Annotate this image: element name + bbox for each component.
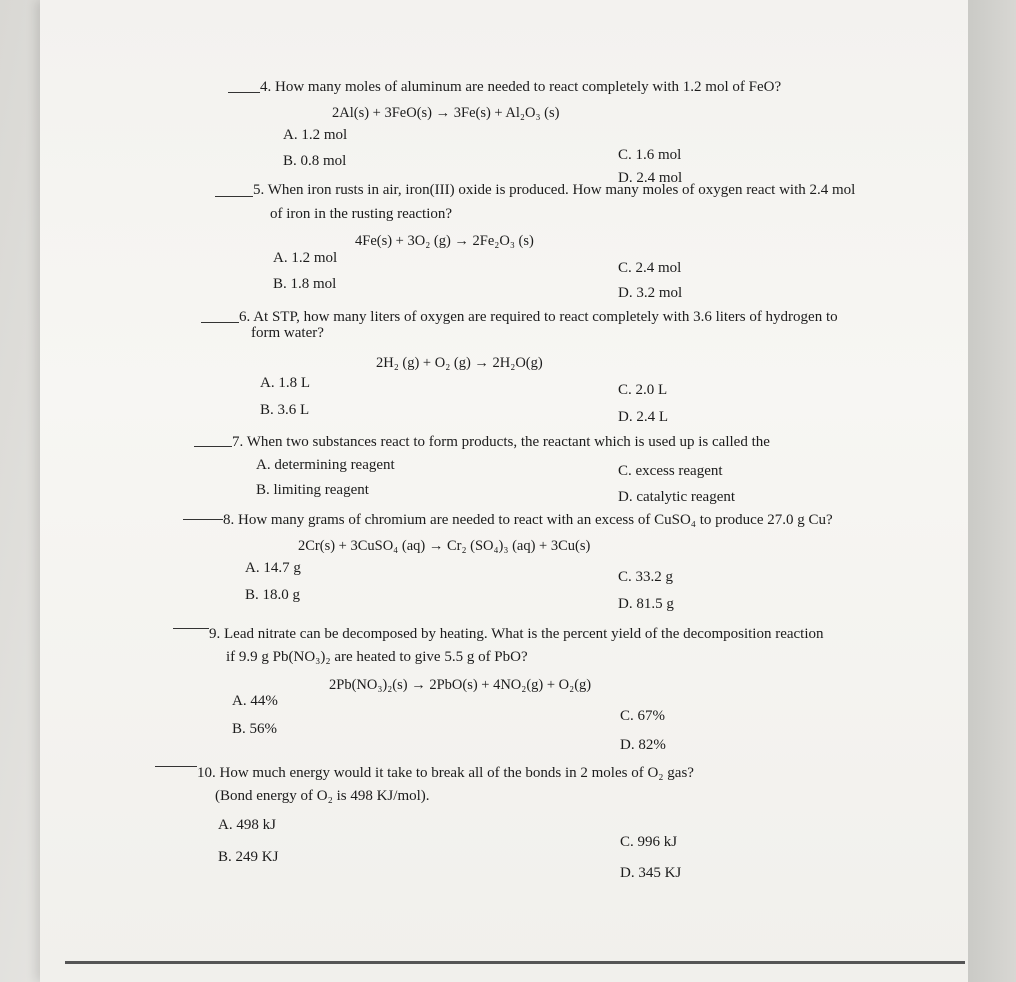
option-5c: C. 2.4 mol [618, 260, 682, 276]
option-6d: D. 2.4 L [618, 409, 668, 425]
answer-blank-5[interactable] [215, 196, 253, 197]
question-number: 8. [223, 512, 235, 528]
question-9-line2: if 9.9 g Pb(NO₃)₂ are heated to give 5.5 g of PbO? [226, 649, 528, 665]
option-7c: C. excess reagent [618, 463, 723, 479]
answer-blank-4[interactable] [228, 92, 260, 93]
question-6-line2: form water? [251, 325, 324, 341]
option-10b: B. 249 KJ [218, 849, 279, 865]
question-9 [209, 625, 824, 643]
question-text: When two substances react to form products, the reactant which is used up is called the [246, 434, 770, 450]
equation-4: 2Al(s) + 3FeO(s) → 3Fe(s) + Al₂O₃ (s) [332, 105, 560, 121]
question-text: How many grams of chromium are needed to react with an excess of CuSO₄ to produce 27.0 g Cu? [238, 512, 833, 528]
option-8a: A. 14.7 g [245, 560, 301, 576]
question-7 [232, 433, 770, 451]
option-5b: B. 1.8 mol [273, 276, 337, 292]
bottom-divider [65, 961, 965, 964]
option-4d: D. 2.4 mol [618, 170, 683, 186]
option-10a: A. 498 kJ [218, 817, 276, 833]
equation-6: 2H₂ (g) + O₂ (g) → 2H₂O(g) [376, 355, 543, 371]
equation-9: 2Pb(NO₃)₂(s) → 2PbO(s) + 4NO₂(g) + O₂(g) [329, 677, 592, 693]
option-10d: D. 345 KJ [620, 865, 682, 881]
question-text: Lead nitrate can be decomposed by heating. What is the percent yield of the decomposition reaction [224, 626, 824, 642]
option-9c: C. 67% [620, 708, 665, 724]
question-text: How much energy would it take to break all of the bonds in 2 moles of O₂ gas? [219, 765, 694, 781]
question-text: At STP, how many liters of oxygen are required to react completely with 3.6 liters of hydrogen to [253, 309, 838, 325]
option-7a: A. determining reagent [256, 457, 395, 473]
answer-blank-8[interactable] [183, 519, 223, 520]
option-9d: D. 82% [620, 737, 666, 753]
option-8c: C. 33.2 g [618, 569, 674, 585]
option-7b: B. limiting reagent [256, 482, 369, 498]
answer-blank-9[interactable] [173, 628, 209, 629]
option-7d: D. catalytic reagent [618, 489, 736, 505]
question-10-line2: (Bond energy of O₂ is 498 KJ/mol). [215, 788, 430, 804]
answer-blank-10[interactable] [155, 766, 197, 767]
option-5d: D. 3.2 mol [618, 285, 683, 301]
question-text: When iron rusts in air, iron(III) oxide is produced. How many moles of oxygen react with 2.4 mol [267, 182, 856, 198]
question-number: 5. [253, 182, 265, 198]
worksheet-page [40, 0, 970, 982]
option-9a: A. 44% [232, 693, 278, 709]
question-4 [260, 78, 781, 96]
option-6a: A. 1.8 L [260, 375, 310, 391]
question-number: 7. [232, 434, 244, 450]
page-edge [968, 0, 1016, 982]
equation-8: 2Cr(s) + 3CuSO₄ (aq) → Cr₂ (SO₄)₃ (aq) + 3Cu(s) [298, 538, 591, 554]
question-5-line2: of iron in the rusting reaction? [270, 206, 453, 222]
question-text: How many moles of aluminum are needed to react completely with 1.2 mol of FeO? [275, 79, 782, 95]
question-number: 4. [260, 79, 272, 95]
question-number: 10. [197, 765, 216, 781]
question-6 [239, 308, 838, 326]
option-6b: B. 3.6 L [260, 402, 310, 418]
answer-blank-6[interactable] [201, 322, 239, 323]
equation-5: 4Fe(s) + 3O₂ (g) → 2Fe₂O₃ (s) [355, 233, 534, 249]
option-4c: C. 1.6 mol [618, 147, 682, 163]
option-9b: B. 56% [232, 721, 277, 737]
option-10c: C. 996 kJ [620, 834, 678, 850]
answer-blank-7[interactable] [194, 446, 232, 447]
question-8 [223, 511, 833, 529]
question-number: 9. [209, 626, 221, 642]
option-8b: B. 18.0 g [245, 587, 301, 603]
question-number: 6. [239, 309, 251, 325]
question-10 [197, 764, 694, 782]
option-8d: D. 81.5 g [618, 596, 674, 612]
question-5 [253, 181, 855, 199]
option-4b: B. 0.8 mol [283, 153, 347, 169]
option-4a: A. 1.2 mol [283, 127, 348, 143]
option-6c: C. 2.0 L [618, 382, 668, 398]
option-5a: A. 1.2 mol [273, 250, 338, 266]
